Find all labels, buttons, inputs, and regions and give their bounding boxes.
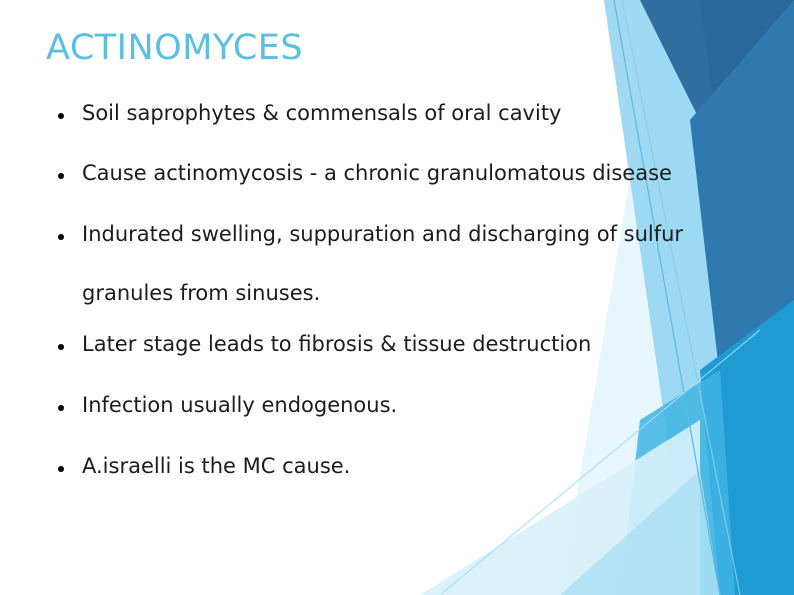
bullet-text: A.israelli is the MC cause. <box>82 454 351 478</box>
bullet-dot <box>58 234 64 240</box>
bullet-text: Cause actinomycosis - a chronic granulomatous disease <box>82 161 672 185</box>
bullet-text-line-2: granules from sinuses. <box>82 281 321 305</box>
bullet-dot <box>58 344 64 350</box>
bullet-dot <box>58 173 64 179</box>
bullet-text: Soil saprophytes & commensals of oral cavity <box>82 101 562 125</box>
slide-title: ACTINOMYCES <box>46 28 304 68</box>
bullet-text-line-1: Indurated swelling, suppuration and discharging of sulfur <box>82 222 684 246</box>
bullet-text: Infection usually endogenous. <box>82 393 398 417</box>
bullet-dot <box>58 405 64 411</box>
bullet-dot <box>58 113 64 119</box>
bullet-dot <box>58 466 64 472</box>
bullet-text: Later stage leads to fibrosis & tissue destruction <box>82 332 592 356</box>
